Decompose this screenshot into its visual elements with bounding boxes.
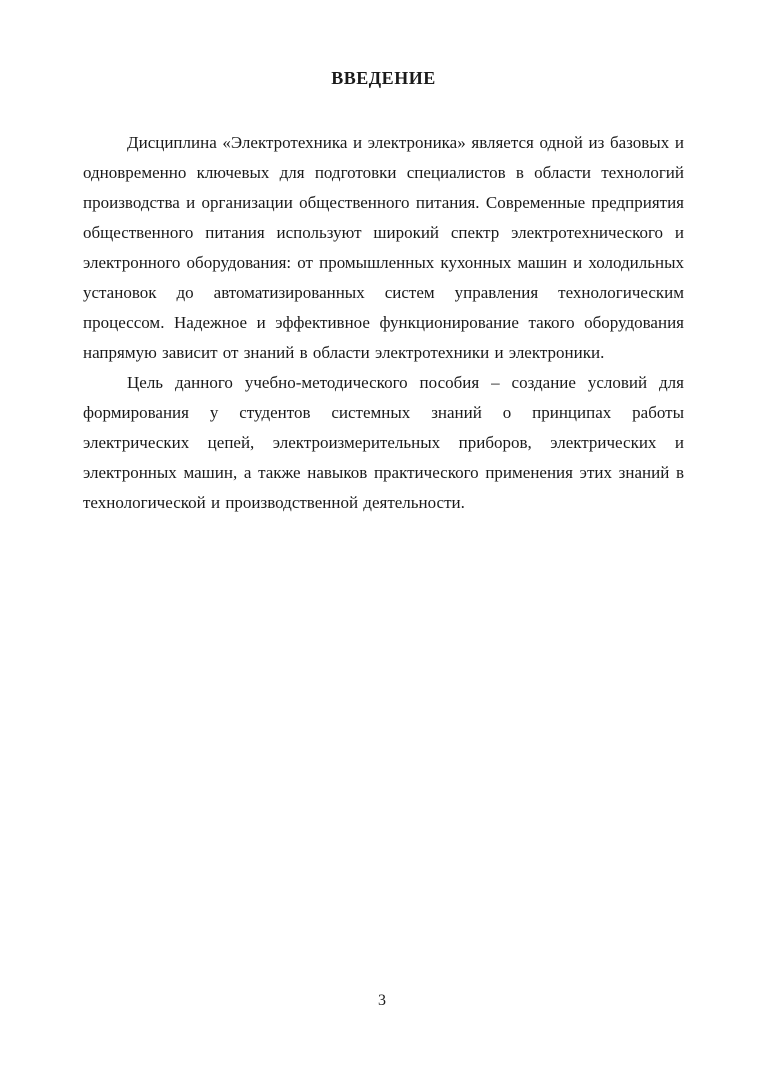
paragraph-goal: Цель данного учебно-методического пособия – создание условий для формирования у студентов системных знаний о принципах работы электрических цепей, электроизмерительных приборов, электрических и электронных машин, а также навыков практического применения этих знаний в технологической и производственной деятельности.: [83, 373, 684, 512]
page-title: ВВЕДЕНИЕ: [331, 68, 436, 88]
page-footer: [0, 991, 764, 1011]
paragraph-intro-discipline: Дисциплина «Электротехника и электроника» является одной из базовых и одновременно ключевых для подготовки специалистов в области технологий производства и организации общественного питания. Современные предприятия общественного питания используют широкий спектр электротехнического и электронного оборудования: от промышленных кухонных машин и холодильных установок до автоматизированных систем управления технологическим процессом. Надежное и эффективное функционирование такого оборудования напрямую зависит от знаний в области электротехники и электроники.: [83, 133, 684, 362]
page-number: 3: [378, 992, 386, 1009]
document-content: [83, 66, 684, 518]
